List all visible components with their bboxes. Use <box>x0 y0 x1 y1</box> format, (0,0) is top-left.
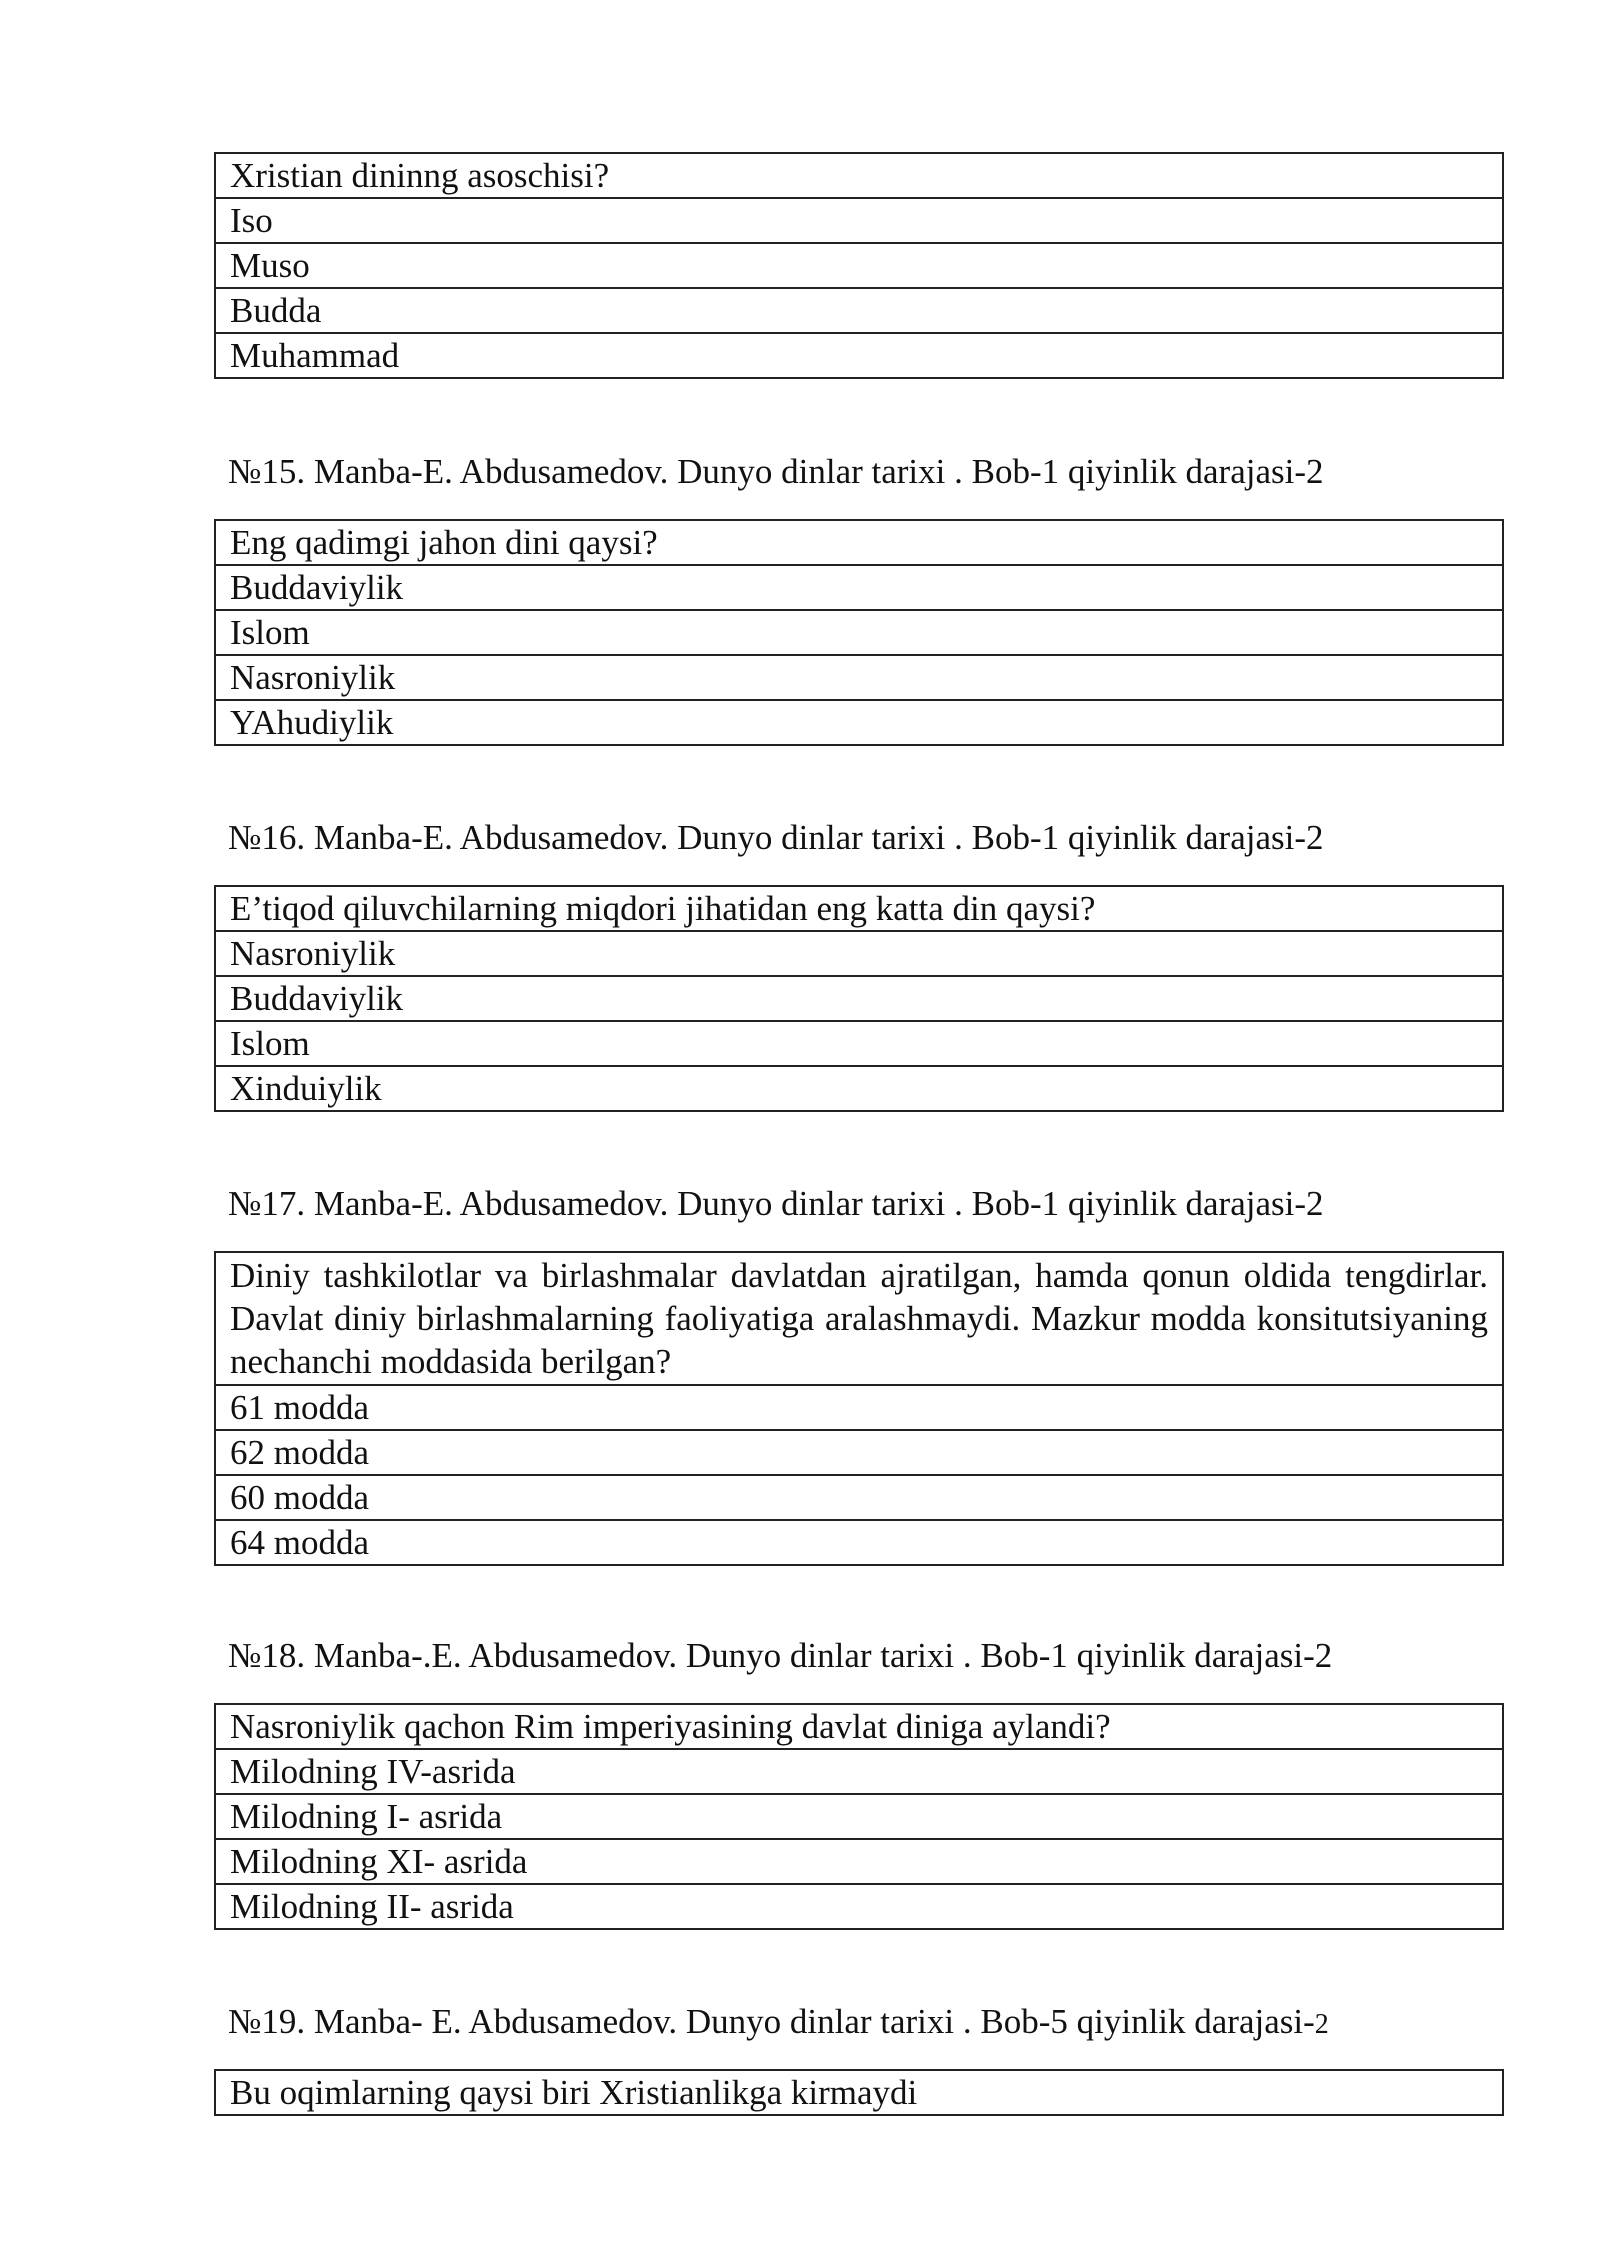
question-table <box>214 885 1504 1112</box>
answer-option: Milodning II- asrida <box>216 1883 1502 1928</box>
question-table <box>214 1251 1504 1566</box>
answer-option: Milodning IV-asrida <box>216 1748 1502 1793</box>
answer-option: Islom <box>216 1020 1502 1065</box>
answer-option: Islom <box>216 609 1502 654</box>
question-table <box>214 152 1504 379</box>
answer-option: Buddaviylik <box>216 975 1502 1020</box>
question-heading-level: 2 <box>1314 2009 1329 2040</box>
answer-option: Iso <box>216 197 1502 242</box>
question-text: Bu oqimlarning qaysi biri Xristianlikga kirmaydi <box>230 2073 918 2112</box>
question-text: Eng qadimgi jahon dini qaysi? <box>230 523 658 562</box>
question-text: Nasroniylik qachon Rim imperiyasining davlat diniga aylandi? <box>230 1707 1111 1746</box>
question-table <box>214 1703 1504 1930</box>
answer-option: Budda <box>216 287 1502 332</box>
question-heading: №17. Manba-E. Abdusamedov. Dunyo dinlar tarixi . Bob-1 qiyinlik darajasi-2 <box>228 1184 1324 1223</box>
answer-option: Nasroniylik <box>216 654 1502 699</box>
answer-option: 62 modda <box>216 1429 1502 1474</box>
question-table <box>214 2069 1504 2116</box>
question-table <box>214 519 1504 746</box>
answer-option: Xinduiylik <box>216 1065 1502 1110</box>
question-text: E’tiqod qiluvchilarning miqdori jihatidan eng katta din qaysi? <box>230 889 1096 928</box>
answer-option: Muhammad <box>216 332 1502 377</box>
question-heading: №18. Manba-.E. Abdusamedov. Dunyo dinlar tarixi . Bob-1 qiyinlik darajasi-2 <box>228 1636 1333 1675</box>
answer-option: Milodning XI- asrida <box>216 1838 1502 1883</box>
answer-option: Buddaviylik <box>216 564 1502 609</box>
answer-option: 64 modda <box>216 1519 1502 1564</box>
question-heading-text: №19. Manba- E. Abdusamedov. Dunyo dinlar tarixi . Bob-5 qiyinlik darajasi- <box>228 2002 1315 2041</box>
answer-option: 60 modda <box>216 1474 1502 1519</box>
question-text: Diniy tashkilotlar va birlashmalar davlatdan ajratilgan, hamda qonun oldida tengdirlar. Davlat diniy birlashmalarning faoliyatiga aralashmaydi. Mazkur modda konsitutsiyaning nechanchi moddasida berilgan? <box>230 1256 1488 1381</box>
answer-option: YAhudiylik <box>216 699 1502 744</box>
answer-option: Muso <box>216 242 1502 287</box>
answer-option: Nasroniylik <box>216 930 1502 975</box>
answer-option: Milodning I- asrida <box>216 1793 1502 1838</box>
question-heading: №15. Manba-E. Abdusamedov. Dunyo dinlar tarixi . Bob-1 qiyinlik darajasi-2 <box>228 452 1324 491</box>
question-heading: №16. Manba-E. Abdusamedov. Dunyo dinlar tarixi . Bob-1 qiyinlik darajasi-2 <box>228 818 1324 857</box>
question-text: Xristian dininng asoschisi? <box>230 156 610 195</box>
answer-option: 61 modda <box>216 1384 1502 1429</box>
question-heading <box>228 2000 1329 2047</box>
